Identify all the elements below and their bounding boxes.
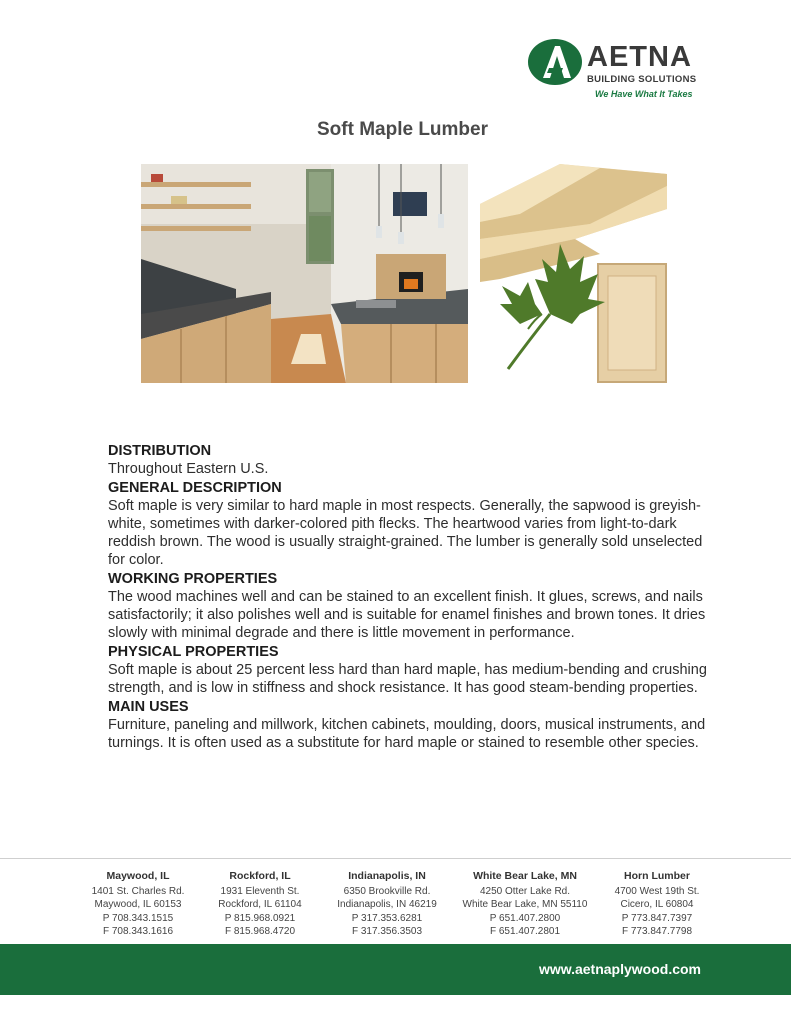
location-horn-lumber [602, 870, 712, 939]
location-fax: F 708.343.1616 [102, 926, 174, 937]
section-text: Soft maple is about 25 percent less hard than hard maple, has medium-bending and crushing strength, and is low in stiffness and shock resistance. It has good steam-bending properties. [108, 662, 707, 696]
section-heading: DISTRIBUTION [108, 443, 212, 459]
company-logo [527, 38, 707, 102]
website-link[interactable]: www.aetnaplywood.com [538, 961, 701, 977]
footer-bar [0, 944, 791, 995]
brand-subtitle: BUILDING SOLUTIONS [587, 74, 697, 85]
location-name: Indianapolis, IN [348, 870, 426, 882]
footer-divider [0, 858, 791, 859]
location-white-bear-lake [454, 870, 596, 939]
location-street: 4700 West 19th St. [614, 885, 700, 897]
section-text: The wood machines well and can be stained to an excellent finish. It glues, screws, and nails satisfactorily; it also polishes well and is suitable for enamel finishes and brown tones. It dries slowly with minimal degrade and there is little movement in performance. [108, 589, 706, 641]
location-maywood [82, 870, 194, 939]
location-city: Indianapolis, IN 46219 [337, 899, 437, 910]
page-title: Soft Maple Lumber [316, 119, 488, 140]
location-name: White Bear Lake, MN [473, 870, 577, 882]
location-street: 1401 St. Charles Rd. [91, 885, 185, 897]
location-street: 4250 Otter Lake Rd. [479, 885, 571, 897]
location-name: Rockford, IL [229, 870, 291, 882]
location-name: Maywood, IL [106, 870, 170, 882]
brand-name: AETNA [587, 41, 692, 73]
location-fax: F 651.407.2801 [489, 926, 561, 937]
section-text: Furniture, paneling and millwork, kitchen cabinets, moulding, doors, musical instruments, and turnings. It is often used as a substitute for hard maple or stained to resemble other species. [108, 717, 706, 751]
location-indianapolis [322, 870, 452, 939]
section-heading: MAIN USES [108, 699, 189, 715]
location-fax: F 317.356.3503 [351, 926, 423, 937]
section-main-uses [108, 699, 708, 752]
location-street: 6350 Brookville Rd. [343, 885, 431, 897]
location-phone: P 651.407.2800 [489, 912, 561, 924]
section-heading: GENERAL DESCRIPTION [108, 480, 282, 496]
section-text: Soft maple is very similar to hard maple in most respects. Generally, the sapwood is greyish-white, sometimes with darker-colored pith flecks. The heartwood varies from light-to-dark reddish brown. The wood is usually straight-grained. The lumber is generally sold unselected for color. [108, 498, 703, 568]
location-city: Maywood, IL 60153 [94, 899, 182, 910]
location-fax: F 815.968.4720 [224, 926, 296, 937]
section-distribution [108, 443, 708, 478]
location-city: White Bear Lake, MN 55110 [462, 899, 588, 910]
section-heading: WORKING PROPERTIES [108, 571, 278, 587]
brand-tagline: We Have What It Takes [595, 89, 693, 99]
location-fax: F 773.847.7798 [621, 926, 693, 937]
content-body [108, 443, 708, 754]
section-general-description [108, 480, 708, 569]
section-heading: PHYSICAL PROPERTIES [108, 644, 279, 660]
section-physical-properties [108, 644, 708, 697]
location-city: Rockford, IL 61104 [218, 899, 302, 910]
section-working-properties [108, 571, 708, 642]
maple-boards-and-leaf-photo [480, 164, 667, 383]
location-phone: P 317.353.6281 [351, 912, 423, 924]
section-text: Throughout Eastern U.S. [108, 461, 269, 477]
location-phone: P 815.968.0921 [224, 912, 296, 924]
location-rockford [204, 870, 316, 939]
location-street: 1931 Eleventh St. [220, 885, 300, 897]
location-phone: P 708.343.1515 [102, 912, 174, 924]
aetna-logo-icon [527, 38, 583, 86]
location-name: Horn Lumber [624, 870, 690, 882]
location-phone: P 773.847.7397 [621, 912, 693, 924]
kitchen-interior-photo [141, 164, 468, 383]
location-city: Cicero, IL 60804 [620, 899, 694, 910]
